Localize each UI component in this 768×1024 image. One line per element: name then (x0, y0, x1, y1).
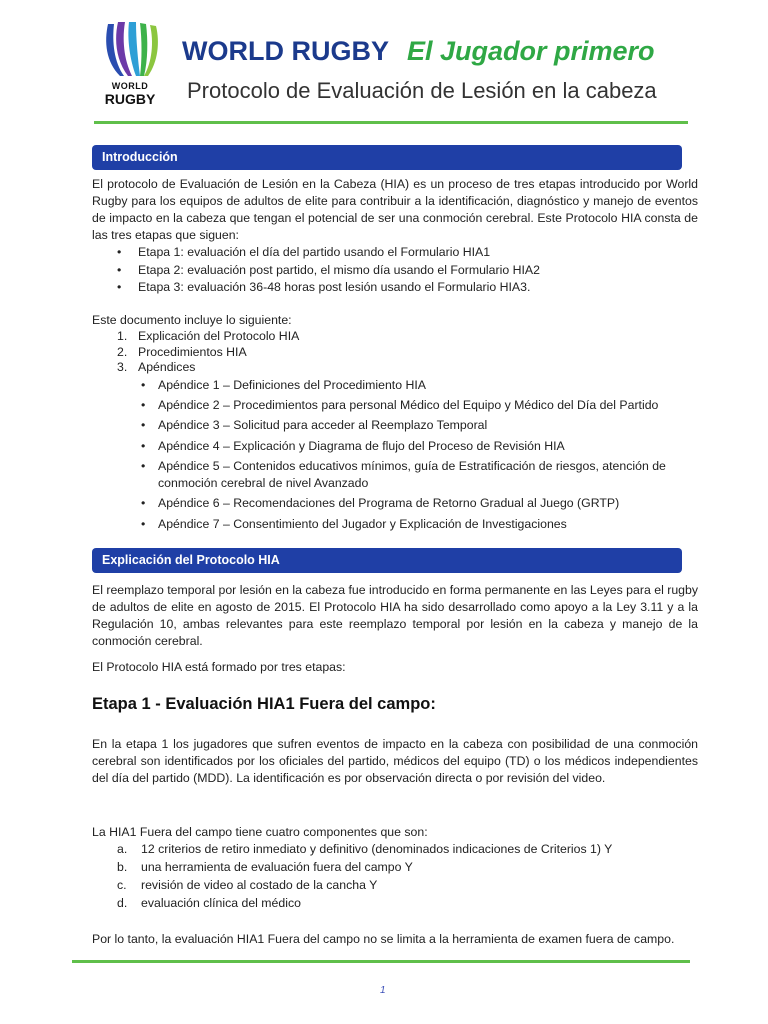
page-number: 1 (380, 985, 386, 996)
appendix-item: • Apéndice 3 – Solicitud para acceder al Reemplazo Temporal (141, 418, 488, 432)
logo-wordmark-top: WORLD (111, 81, 149, 91)
stage1-conclusion: Por lo tanto, la evaluación HIA1 Fuera del campo no se limita a la herramienta de examen fuera de campo. (92, 932, 675, 946)
includes-label: Este documento incluye lo siguiente: (92, 313, 292, 327)
appendix-item: • Apéndice 7 – Consentimiento del Jugador y Explicación de Investigaciones (141, 517, 567, 531)
includes-list-item: 1. Explicación del Protocolo HIA (117, 329, 300, 343)
stage-list-item: • Etapa 3: evaluación 36-48 horas post lesión usando el Formulario HIA3. (117, 280, 531, 294)
components-label: La HIA1 Fuera del campo tiene cuatro componentes que son: (92, 825, 428, 839)
component-item: b. una herramienta de evaluación fuera del campo Y (117, 860, 413, 874)
appendix-item: • Apéndice 1 – Definiciones del Procedimiento HIA (141, 378, 426, 392)
appendix-item-continuation: conmoción cerebral de nivel Avanzado (158, 476, 369, 490)
appendix-item: • Apéndice 5 – Contenidos educativos mínimos, guía de Estratificación de riesgos, atención de (141, 459, 666, 473)
component-item: d. evaluación clínica del médico (117, 896, 301, 910)
brand-name: WORLD RUGBY (182, 36, 389, 66)
component-item: a. 12 criterios de retiro inmediato y definitivo (denominados indicaciones de Criterios 1) Y (117, 842, 613, 856)
includes-list-item: 3. Apéndices (117, 360, 196, 374)
brand-tagline: El Jugador primero (406, 36, 655, 66)
explanation-stages-intro: El Protocolo HIA está formado por tres etapas: (92, 660, 346, 674)
document-subtitle: Protocolo de Evaluación de Lesión en la cabeza (187, 78, 657, 103)
footer-divider (72, 960, 690, 963)
header-divider (94, 121, 688, 124)
explanation-section-heading: Explicación del Protocolo HIA (92, 548, 682, 573)
explanation-paragraph: El reemplazo temporal por lesión en la cabeza fue introducido en forma permanente en las Leyes para el rugby de adultos de elite en agosto de 2015. El Protocolo HIA ha sido desarrollado como apoyo a la Ley 3.11 y a la Regulación 10, ambas relevantes para este reemplazo temporal por lesión en la cabeza y manejo de la conmoción cerebral. (92, 583, 698, 648)
brand-title (182, 38, 655, 65)
appendix-item: • Apéndice 4 – Explicación y Diagrama de flujo del Proceso de Revisión HIA (141, 439, 565, 453)
world-rugby-logo (98, 20, 162, 112)
intro-paragraph: El protocolo de Evaluación de Lesión en la Cabeza (HIA) es un proceso de tres etapas introducido por World Rugby para los equipos de adultos de elite para contribuir a la identificación, diagnóstico y manejo de eventos de impacto en la cabeza que tengan el potencial de ser una conmoción cerebral. Este Protocolo HIA consta de las tres etapas que siguen: (92, 177, 698, 242)
stage-list-item: • Etapa 2: evaluación post partido, el mismo día usando el Formulario HIA2 (117, 263, 540, 277)
logo-wordmark-bottom: RUGBY (104, 91, 156, 107)
appendix-item: • Apéndice 2 – Procedimientos para personal Médico del Equipo y Médico del Día del Partido (141, 398, 659, 412)
intro-section-heading: Introducción (92, 145, 682, 170)
component-item: c. revisión de video al costado de la cancha Y (117, 878, 378, 892)
stage1-heading: Etapa 1 - Evaluación HIA1 Fuera del campo: (92, 695, 436, 713)
stage1-paragraph: En la etapa 1 los jugadores que sufren eventos de impacto en la cabeza con posibilidad de una conmoción cerebral son identificados por los oficiales del partido, médicos del equipo (TD) o los médicos independientes del día del partido (MDD). La identificación es por observación directa o por revisión del video. (92, 737, 698, 785)
includes-list-item: 2. Procedimientos HIA (117, 345, 247, 359)
rugby-ball-logo-icon (98, 20, 162, 82)
appendix-item: • Apéndice 6 – Recomendaciones del Programa de Retorno Gradual al Juego (GRTP) (141, 496, 620, 510)
stage-list-item: • Etapa 1: evaluación el día del partido usando el Formulario HIA1 (117, 245, 491, 259)
